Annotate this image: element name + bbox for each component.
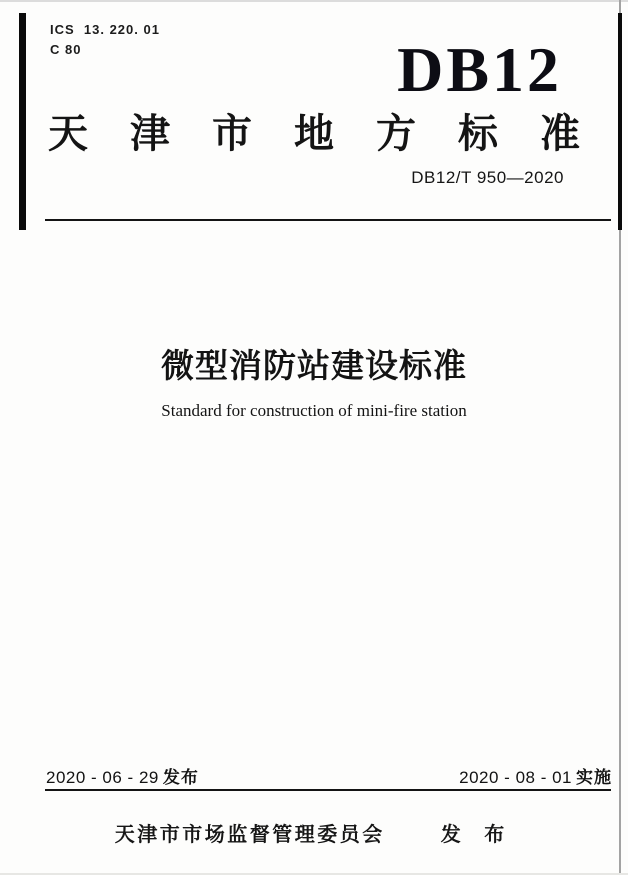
footer-rule <box>45 789 611 791</box>
issue-date <box>46 763 199 788</box>
document-number: DB12/T 950—2020 <box>411 168 564 187</box>
issue-date-value: 2020 - 06 - 29 <box>46 768 159 787</box>
header-rule <box>45 219 611 221</box>
publisher-name: 天津市市场监督管理委员会 <box>114 824 385 846</box>
binding-bar-right <box>618 13 622 230</box>
implementation-date <box>459 763 612 788</box>
db12-logo: DB12 <box>397 34 562 105</box>
standard-type-title: 天津市地方标准 <box>48 112 580 156</box>
implementation-date-value: 2020 - 08 - 01 <box>459 768 572 787</box>
document-title-chinese: 微型消防站建设标准 <box>161 347 467 384</box>
ics-code: ICS 13. 220. 01 <box>50 22 160 37</box>
document-title-english: Standard for construction of mini-fire station <box>161 401 467 420</box>
binding-bar-left <box>19 13 26 230</box>
classification-code: C 80 <box>50 42 82 57</box>
publish-action-label: 发 布 <box>440 824 514 846</box>
page-top-edge <box>0 0 628 2</box>
issue-date-label: 发布 <box>162 768 199 787</box>
date-row <box>46 763 612 788</box>
implementation-date-label: 实施 <box>576 768 612 787</box>
publisher-row <box>0 818 628 847</box>
